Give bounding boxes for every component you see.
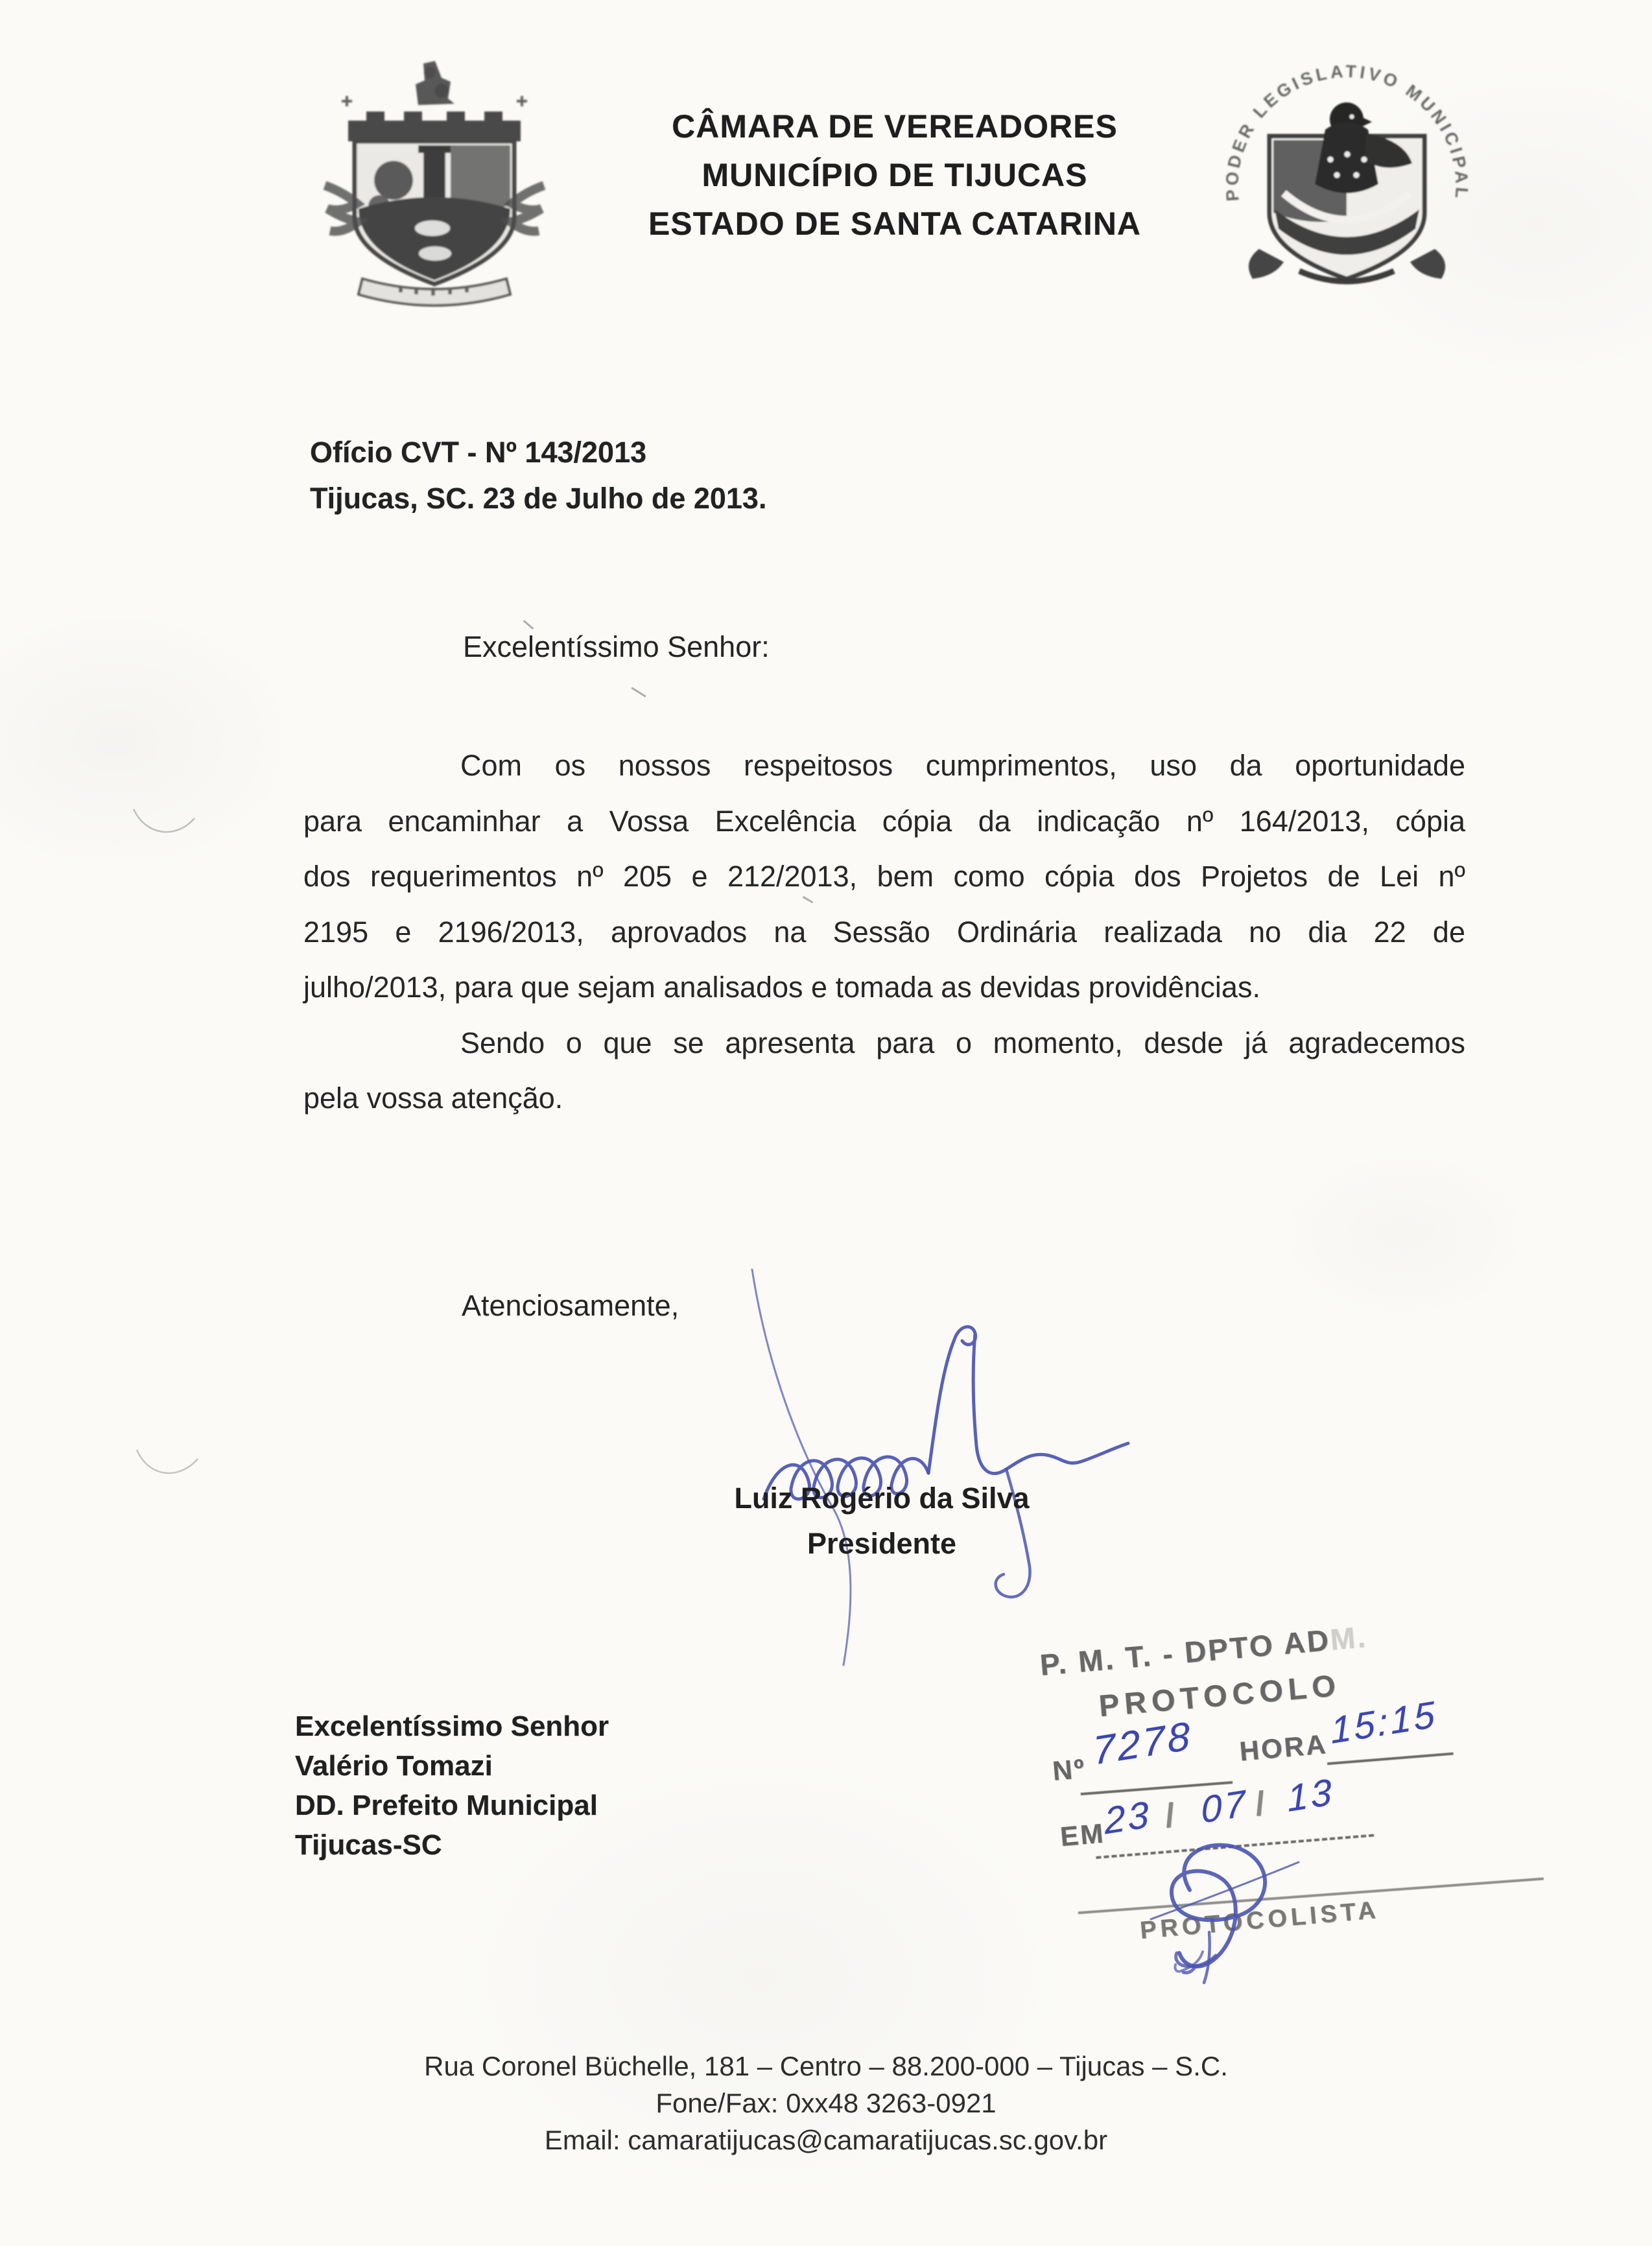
municipal-coat-of-arms-icon: [321, 58, 548, 308]
stamp-date-month-handwritten: 07: [1199, 1782, 1249, 1832]
org-line-1: CÂMARA DE VEREADORES: [672, 108, 1118, 145]
oficio-number-line: Ofício CVT - Nº 143/2013: [310, 436, 647, 469]
footer-address-line: Rua Coronel Büchelle, 181 – Centro – 88.200-000 – Tijucas – S.C.: [424, 2051, 1228, 2081]
signer-name: Luiz Rogério da Silva: [734, 1482, 1030, 1515]
body-line: julho/2013, para que sejam analisados e tomada as devidas providências.: [303, 971, 1260, 1004]
seal-arc-text: PODER LEGISLATIVO MUNICIPAL: [1222, 61, 1472, 202]
reference-block: [310, 429, 766, 521]
org-line-2: MUNICÍPIO DE TIJUCAS: [702, 157, 1088, 193]
letterhead-footer: [0, 2048, 1652, 2158]
stamp-date-day-handwritten: 23: [1103, 1793, 1153, 1843]
addressee-line: Tijucas-SC: [295, 1829, 442, 1861]
stamp-department-text-faded: M.: [1328, 1619, 1369, 1657]
stamp-protocolo-label: PROTOCOLO: [1097, 1667, 1342, 1723]
stamp-em-label: EM: [1059, 1817, 1107, 1852]
stamp-number-handwritten-value: 7278: [1091, 1713, 1194, 1774]
organization-title: [584, 102, 1206, 248]
salutation-line: Excelentíssimo Senhor:: [463, 630, 770, 663]
stamp-date-separator: /: [1163, 1796, 1179, 1835]
stamp-department-text: P. M. T. - DPTO AD: [1038, 1622, 1332, 1682]
stamp-date-separator: /: [1253, 1784, 1269, 1823]
body-line: pela vossa atenção.: [303, 1082, 563, 1115]
body-line: para encaminhar a Vossa Excelência cópia da indicação nº 164/2013, cópia: [303, 804, 1465, 838]
stamp-protocolista-label: PROTOCOLISTA: [1139, 1896, 1381, 1945]
closing-line: Atenciosamente,: [462, 1289, 679, 1322]
addressee-block: [295, 1707, 609, 1865]
signer-role: Presidente: [807, 1527, 957, 1560]
stamp-hora-underline: [1327, 1753, 1454, 1766]
footer-email-line: Email: camaratijucas@camaratijucas.sc.gov.br: [544, 2125, 1108, 2155]
body-line: 2195 e 2196/2013, aprovados na Sessão Ordinária realizada no dia 22 de: [303, 915, 1465, 949]
addressee-line: DD. Prefeito Municipal: [295, 1790, 598, 1821]
body-line: Com os nossos respeitosos cumprimentos, uso da oportunidade: [460, 749, 1465, 782]
legislative-power-seal-icon: [1219, 57, 1475, 313]
place-date-line: Tijucas, SC. 23 de Julho de 2013.: [310, 482, 767, 515]
pen-speck-artifact: [523, 620, 534, 630]
punch-hole-scan-artifact: [133, 1445, 204, 1490]
addressee-line: Excelentíssimo Senhor: [295, 1710, 609, 1742]
stamp-hora-label: HORA: [1238, 1728, 1329, 1767]
stamp-hora-handwritten-value: 15:15: [1329, 1693, 1439, 1752]
org-line-3: ESTADO DE SANTA CATARINA: [648, 206, 1142, 242]
protocol-clerk-signature-scribble-icon: [1112, 1828, 1313, 1991]
addressee-line: Valério Tomazi: [295, 1750, 493, 1782]
letter-body: [303, 738, 1465, 1126]
pen-speck-artifact: [631, 687, 646, 697]
stamp-number-label: Nº: [1051, 1753, 1088, 1786]
footer-phone-line: Fone/Fax: 0xx48 3263-0921: [655, 2088, 997, 2118]
punch-hole-scan-artifact: [130, 803, 201, 848]
body-line: dos requerimentos nº 205 e 212/2013, bem como cópia dos Projetos de Lei nº: [303, 860, 1465, 893]
body-line: Sendo o que se apresenta para o momento, desde já agradecemos: [460, 1026, 1465, 1059]
stamp-date-year-handwritten: 13: [1286, 1770, 1336, 1820]
